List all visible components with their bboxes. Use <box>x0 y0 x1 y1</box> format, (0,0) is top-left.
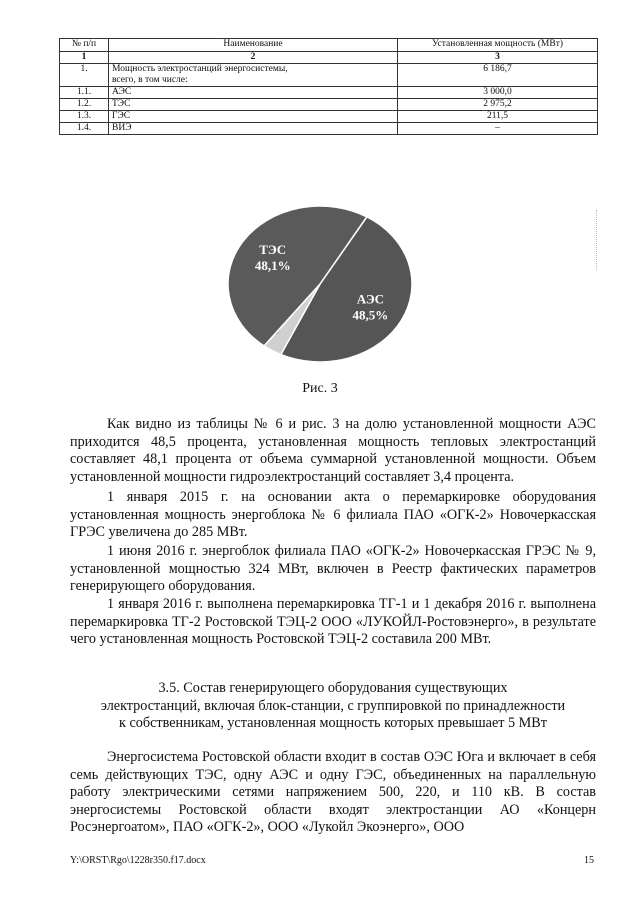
colnum-2: 2 <box>109 52 398 64</box>
capacity-table <box>59 38 598 135</box>
row-num: 1. <box>60 64 109 87</box>
paragraph-5: Энергосистема Ростовской области входит в состав ОЭС Юга и включает в себя семь действующих ТЭС, одну АЭС и одну ГЭС, объединенных на параллельную работу электрическими сетями напряжением 500, 220, и 110 кВ. В состав энергосистемы Ростовской области входят электростанции АО «Концерн Росэнергоатом», ПАО «ОГК-2», ООО «Лукойл Экоэнерго», ООО <box>70 749 596 836</box>
heading-line-1: 3.5. Состав генерирующего оборудования существующих <box>158 680 508 696</box>
pie-label-1 <box>353 292 389 323</box>
row-name: ТЭС <box>109 99 398 111</box>
header-num: № п/п <box>60 39 109 52</box>
pie-label-value: 48,1% <box>254 257 291 273</box>
row-name: ВИЭ <box>109 123 398 135</box>
table-colnum-row <box>60 52 598 64</box>
pie-label-name: ТЭС <box>259 241 287 257</box>
paragraph-2: 1 января 2015 г. на основании акта о перемаркировке оборудования установленная мощность энергоблока № 6 филиала ПАО «ОГК-2» Новочеркасская ГРЭС увеличена до 285 МВт. <box>70 489 596 541</box>
row-num: 1.4. <box>60 123 109 135</box>
paragraph-3: 1 июня 2016 г. энергоблок филиала ПАО «ОГК-2» Новочеркасская ГРЭС № 9, установленной мощностью 324 МВт, включен в Реестр фактических параметров генерирующего оборудования. <box>70 543 596 595</box>
table-row <box>60 87 598 99</box>
row-name-line1: Мощность электростанций энергосистемы, <box>112 64 288 74</box>
colnum-1: 1 <box>60 52 109 64</box>
paragraph-1: Как видно из таблицы № 6 и рис. 3 на долю установленной мощности АЭС приходится 48,5 процента, установленная мощность тепловых электростанций составляет 48,1 процента от объема суммарной установленной мощности. Объем установленной мощности гидроэлектростанций составляет 3,4 процента. <box>70 416 596 485</box>
colnum-3: 3 <box>398 52 598 64</box>
row-value: 2 975,2 <box>398 99 598 111</box>
figure-caption: Рис. 3 <box>302 381 338 396</box>
row-name-line2: всего, в том числе: <box>112 75 188 85</box>
heading-line-3: к собственникам, установленная мощность которых превышает 5 МВт <box>119 715 547 732</box>
table-row <box>60 111 598 123</box>
heading-line-2: электростанций, включая блок-станции, с группировкой по принадлежности <box>100 697 566 714</box>
row-name: АЭС <box>109 87 398 99</box>
section-heading <box>70 680 596 733</box>
chart-border-dots <box>596 210 599 270</box>
row-name <box>109 64 398 87</box>
paragraph-4: 1 января 2016 г. выполнена перемаркировка ТГ-1 и 1 декабря 2016 г. выполнена перемаркировка ТГ-2 Ростовской ТЭЦ-2 ООО «ЛУКОЙЛ-Ростовэнерго», в результате чего установленная мощность Ростовской ТЭЦ-2 составила 200 МВт. <box>70 596 596 648</box>
footer-path: Y:\ORST\Rgo\1228r350.f17.docx <box>70 855 206 866</box>
row-num: 1.1. <box>60 87 109 99</box>
header-name: Наименование <box>109 39 398 52</box>
row-value: 6 186,7 <box>398 64 598 87</box>
row-num: 1.3. <box>60 111 109 123</box>
row-num: 1.2. <box>60 99 109 111</box>
row-name: ГЭС <box>109 111 398 123</box>
header-capacity: Установленная мощность (МВт) <box>398 39 598 52</box>
table-row <box>60 64 598 87</box>
pie-chart <box>200 200 440 370</box>
pie-label-value: 48,5% <box>352 307 389 323</box>
pie-label-3 <box>255 242 291 273</box>
footer-page-number: 15 <box>584 855 594 866</box>
table-row <box>60 99 598 111</box>
table-header-row <box>60 39 598 52</box>
row-value: – <box>398 123 598 135</box>
pie-label-name: АЭС <box>356 291 385 307</box>
table-row <box>60 123 598 135</box>
row-value: 3 000,0 <box>398 87 598 99</box>
row-value: 211,5 <box>398 111 598 123</box>
